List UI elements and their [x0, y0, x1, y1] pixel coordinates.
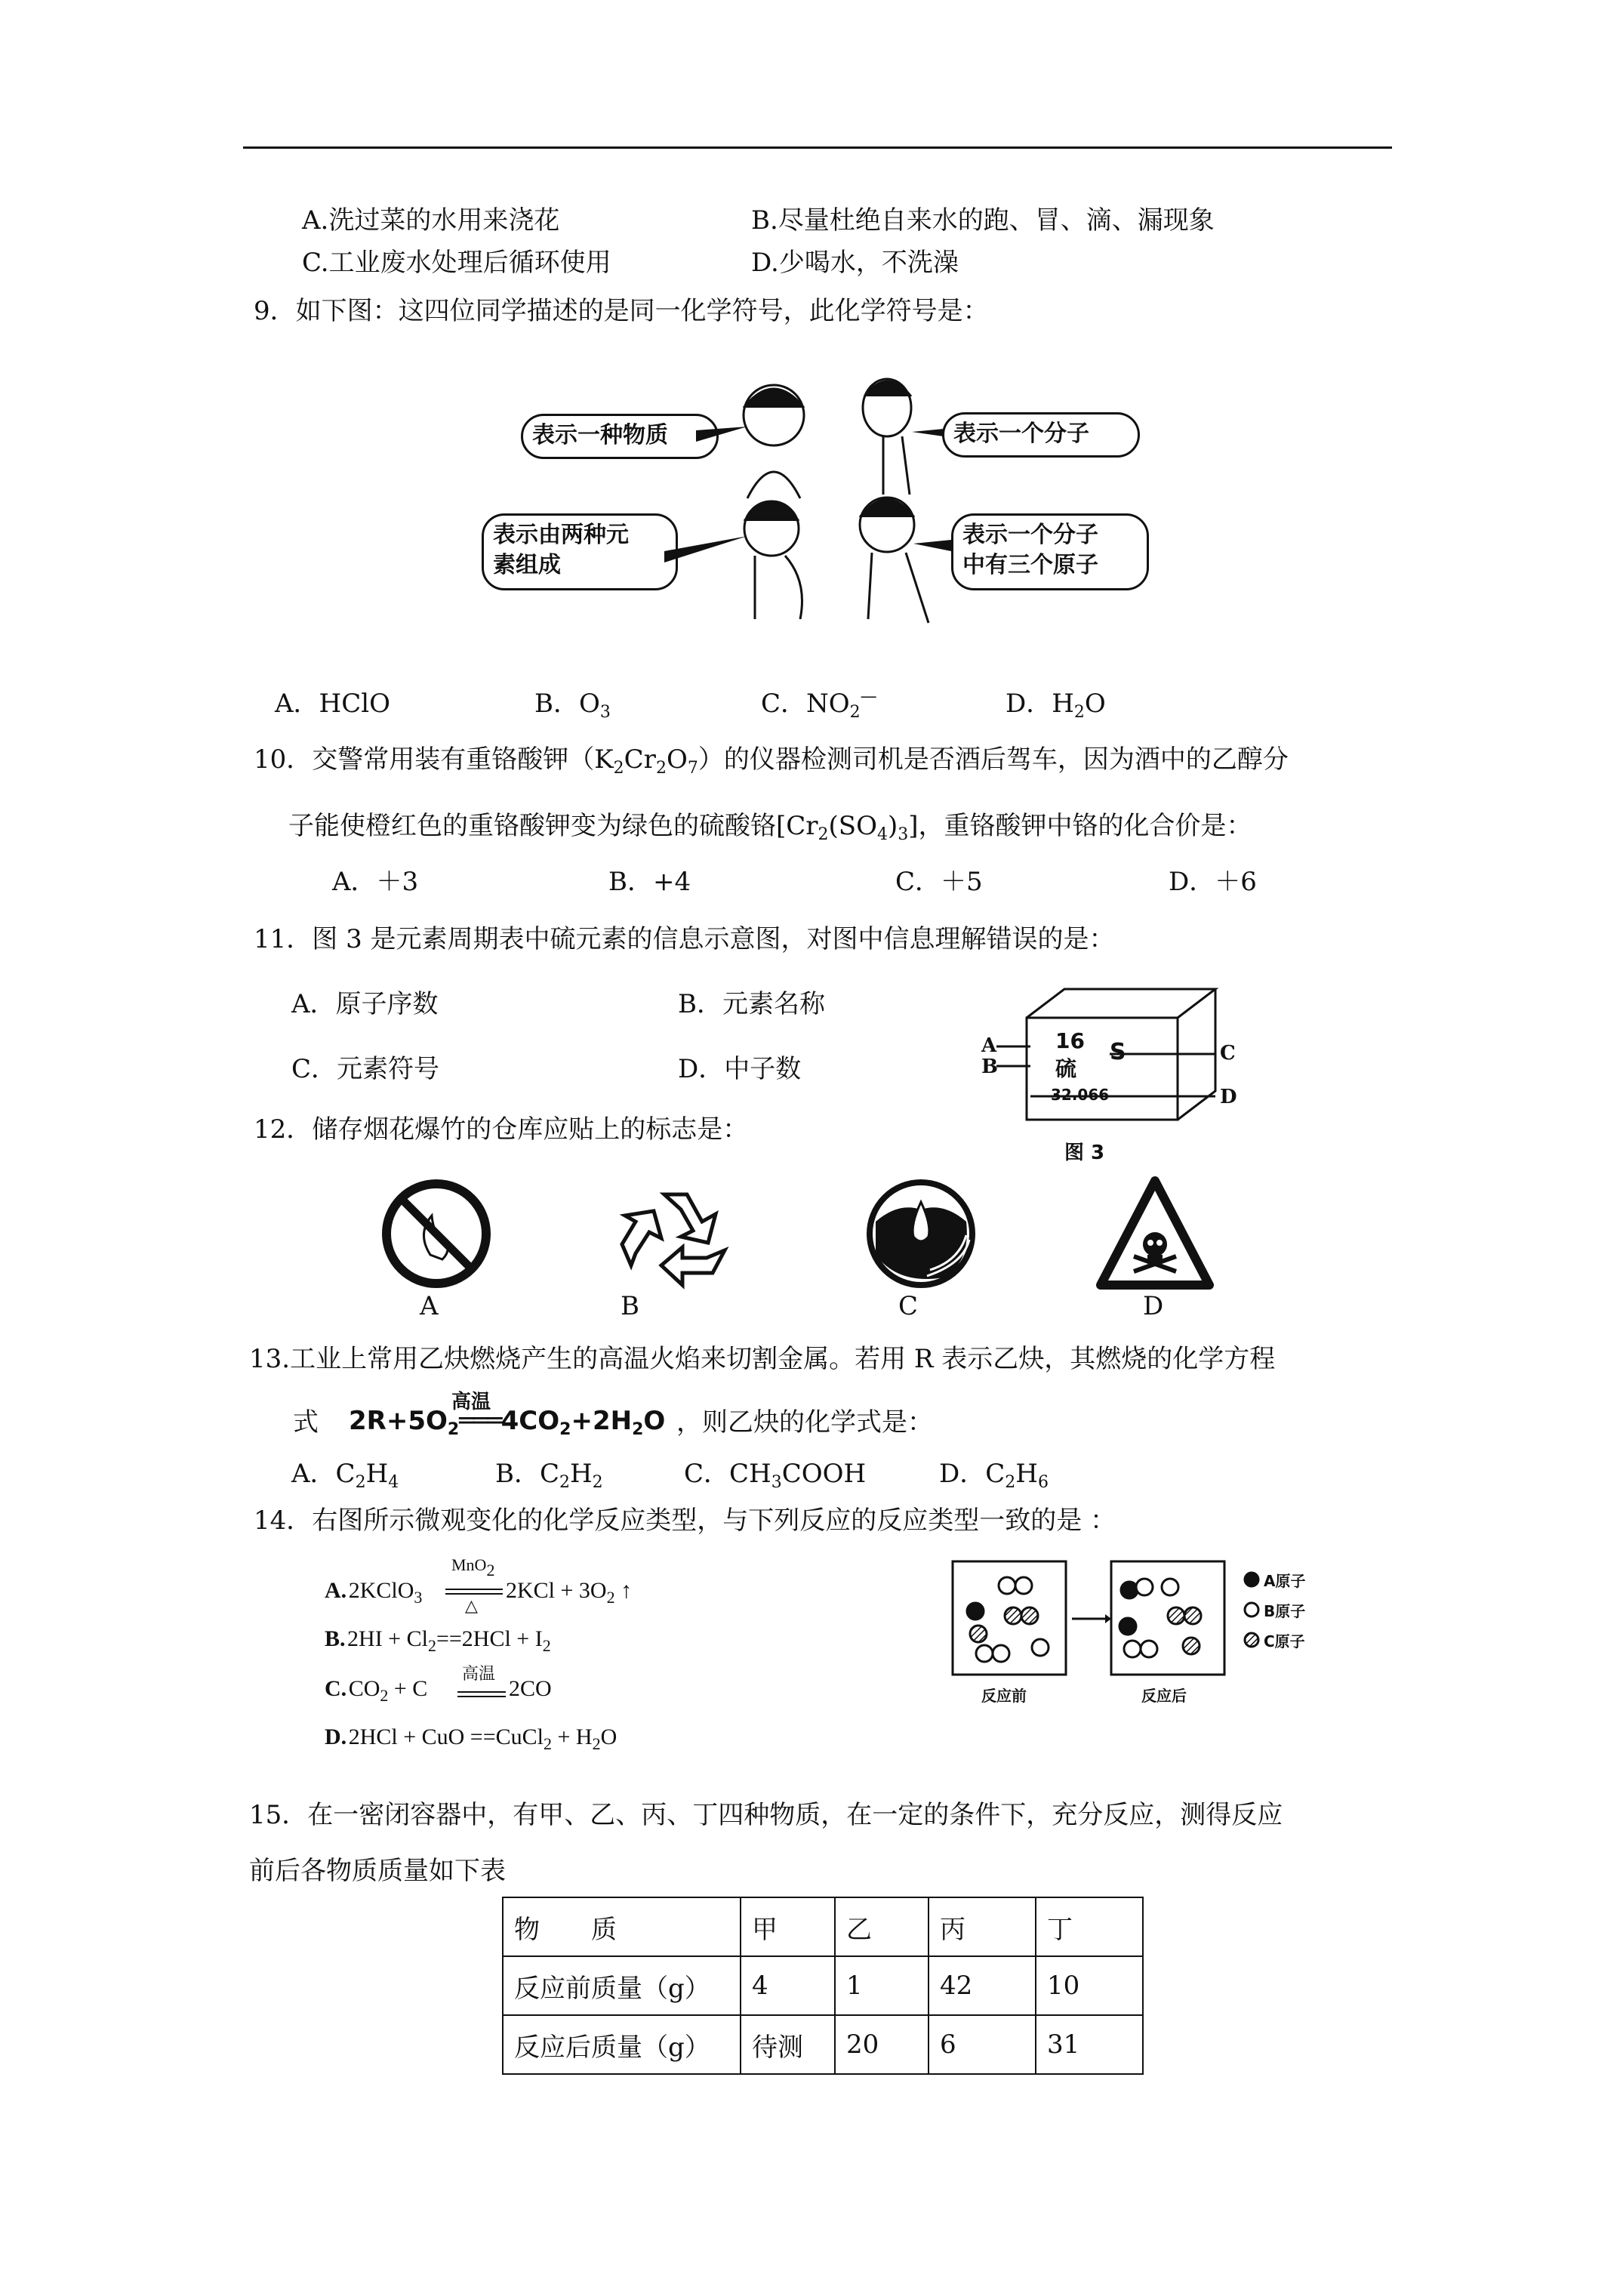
- label-b: B: [981, 1056, 998, 1078]
- atomic-number: 16: [1055, 1028, 1085, 1053]
- table-cell: 反应后质量（g）: [503, 2015, 741, 2074]
- table-cell: 6: [929, 2015, 1036, 2074]
- q15-line2: 前后各物质质量如下表: [249, 1856, 506, 1886]
- equation-d: D. 2HCl + CuO ==CuCl$_2$ + $H_2O$: [325, 1724, 617, 1753]
- q14-stem: 14．右图所示微观变化的化学反应类型，与下列反应的反应类型一致的是 ：: [254, 1505, 1116, 1536]
- no-fire-icon: [387, 1184, 486, 1284]
- q9-option-d: D．$H_2O$: [1006, 689, 1106, 722]
- label-c: C: [1220, 1042, 1236, 1065]
- sulfur-element-figure: [981, 974, 1261, 1170]
- equation-c: C. $CO_2 + C$: [325, 1676, 428, 1705]
- mass-table: [502, 1897, 1144, 2075]
- q10-line2: 子能使橙红色的重铬酸钾变为绿色的硫酸铬$[Cr_2(SO_4)_3]$，重铬酸钾中铬的化合价是：: [288, 811, 1252, 844]
- q13-option-c: C．$CH_3COOH$: [684, 1459, 867, 1492]
- table-cell: 42: [929, 1956, 1036, 2015]
- q13-equation: [349, 1386, 673, 1439]
- q13-option-b: B．$C_2H_2$: [495, 1459, 603, 1492]
- table-cell: 4: [741, 1956, 835, 2015]
- equation-a-right: $2KCl + 3O_2$ ↑: [506, 1578, 633, 1607]
- q12-stem: 12．储存烟花爆竹的仓库应贴上的标志是：: [254, 1114, 749, 1145]
- q14-equations: [325, 1555, 747, 1752]
- students-figure: [476, 355, 1155, 649]
- element-symbol: S: [1110, 1039, 1126, 1065]
- q13-line2-prefix: 式: [293, 1407, 319, 1438]
- table-cell: 1: [835, 1956, 929, 2015]
- q8-option-b: B.尽量杜绝自来水的跑、冒、滴、漏现象: [751, 205, 1215, 236]
- legend-c: C原子: [1264, 1632, 1305, 1650]
- equation-b: B. $2HI + Cl_2==2HCl + I_2$: [325, 1626, 551, 1655]
- q10-line1: 10．交警常用装有重铬酸钾$(K_2Cr_2O_7)$的仪器检测司机是否酒后驾车，因为酒中的乙醇分: [254, 744, 1289, 778]
- q9-option-a: A．HClO: [275, 689, 390, 719]
- q9-illustration: [476, 355, 1155, 649]
- legend-b: B原子: [1264, 1602, 1306, 1620]
- q10-option-d: D．＋6: [1169, 867, 1257, 897]
- table-cell: 20: [835, 2015, 929, 2074]
- condition-label: 高温: [451, 1391, 491, 1413]
- q11-stem: 11．图 3 是元素周期表中硫元素的信息示意图，对图中信息理解错误的是：: [254, 924, 1115, 954]
- q13-option-d: D．$C_2H_6$: [939, 1459, 1049, 1492]
- q9-option-b: B．$O_3$: [534, 689, 611, 722]
- table-header-cell: 物 质: [503, 1897, 741, 1956]
- table-header-cell: 丁: [1036, 1897, 1143, 1956]
- heat-label: △: [465, 1596, 478, 1615]
- equals-line-a: [445, 1589, 503, 1590]
- label-after: 反应后: [1141, 1687, 1187, 1705]
- table-header-row: [503, 1897, 1143, 1956]
- table-header-cell: 乙: [835, 1897, 929, 1956]
- atomic-mass: 32.066: [1051, 1086, 1110, 1104]
- table-row: [503, 2015, 1143, 2074]
- label-d: D: [1220, 1086, 1237, 1108]
- q10-option-b: B．+4: [608, 867, 691, 897]
- equals-line-c: [457, 1691, 506, 1693]
- label-a: A: [981, 1034, 997, 1057]
- equation-a: A. 2KClO$_3$: [325, 1578, 423, 1607]
- table-header-cell: 丙: [929, 1897, 1036, 1956]
- table-header-cell: 甲: [741, 1897, 835, 1956]
- q10-option-a: A．＋3: [332, 867, 419, 897]
- q9-option-c: C．$NO_2^—$: [761, 687, 877, 722]
- q11-option-d: D．中子数: [678, 1054, 802, 1084]
- equation-text: $2R+5O_2═══4CO_2+2H_2O$: [349, 1406, 666, 1439]
- q13-line2-suffix: ，则乙炔的化学式是：: [676, 1407, 933, 1438]
- high-temp-label: 高温: [462, 1664, 496, 1683]
- q8-option-a: A.洗过菜的水用来浇花: [302, 205, 560, 236]
- q8-option-c: C.工业废水处理后循环使用: [302, 248, 611, 278]
- corrosive-icon: [870, 1182, 972, 1285]
- bubble-atoms: 表示一个分子 中有三个原子: [951, 513, 1149, 590]
- q11-option-c: C．元素符号: [291, 1054, 440, 1084]
- q13-line1: 13.工业上常用乙炔燃烧产生的高温火焰来切割金属。若用 R 表示乙炔，其燃烧的化学方程: [249, 1344, 1276, 1374]
- table-cell: 反应前质量（g）: [503, 1956, 741, 2015]
- q15-line1: 15．在一密闭容器中，有甲、乙、丙、丁四种物质，在一定的条件下，充分反应，测得反应: [249, 1800, 1283, 1830]
- legend-a: A原子: [1264, 1572, 1306, 1590]
- table-cell: 31: [1036, 2015, 1143, 2074]
- q12-signs: [370, 1172, 1276, 1323]
- sign-label-a: A: [420, 1291, 439, 1321]
- sign-label-d: D: [1143, 1291, 1164, 1321]
- bubble-elements: 表示由两种元 素组成: [482, 513, 678, 590]
- header-rule: [243, 146, 1392, 149]
- bubble-molecule: 表示一个分子: [942, 412, 1140, 458]
- q10-option-c: C．＋5: [895, 867, 983, 897]
- reaction-diagram: [951, 1560, 1329, 1711]
- bubble-substance: 表示一种物质: [521, 414, 719, 459]
- sign-label-c: C: [898, 1291, 919, 1321]
- catalyst-label: MnO2: [451, 1555, 495, 1579]
- q13-option-a: A．$C_2H_4$: [291, 1459, 399, 1492]
- equation-c-right: 2CO: [509, 1676, 552, 1701]
- figure-caption: 图 3: [1064, 1142, 1105, 1164]
- table-cell: 待测: [741, 2015, 835, 2074]
- recycle-icon: [622, 1194, 725, 1285]
- q9-stem: 9．如下图：这四位同学描述的是同一化学符号，此化学符号是：: [254, 296, 989, 326]
- element-name: 硫: [1055, 1056, 1077, 1081]
- label-before: 反应前: [981, 1687, 1027, 1705]
- sign-label-b: B: [621, 1291, 639, 1321]
- q11-option-b: B．元素名称: [678, 989, 825, 1019]
- toxic-icon: [1101, 1181, 1209, 1285]
- q8-option-d: D.少喝水，不洗澡: [751, 248, 959, 278]
- table-cell: 10: [1036, 1956, 1143, 2015]
- table-row: [503, 1956, 1143, 2015]
- q11-option-a: A．原子序数: [291, 989, 439, 1019]
